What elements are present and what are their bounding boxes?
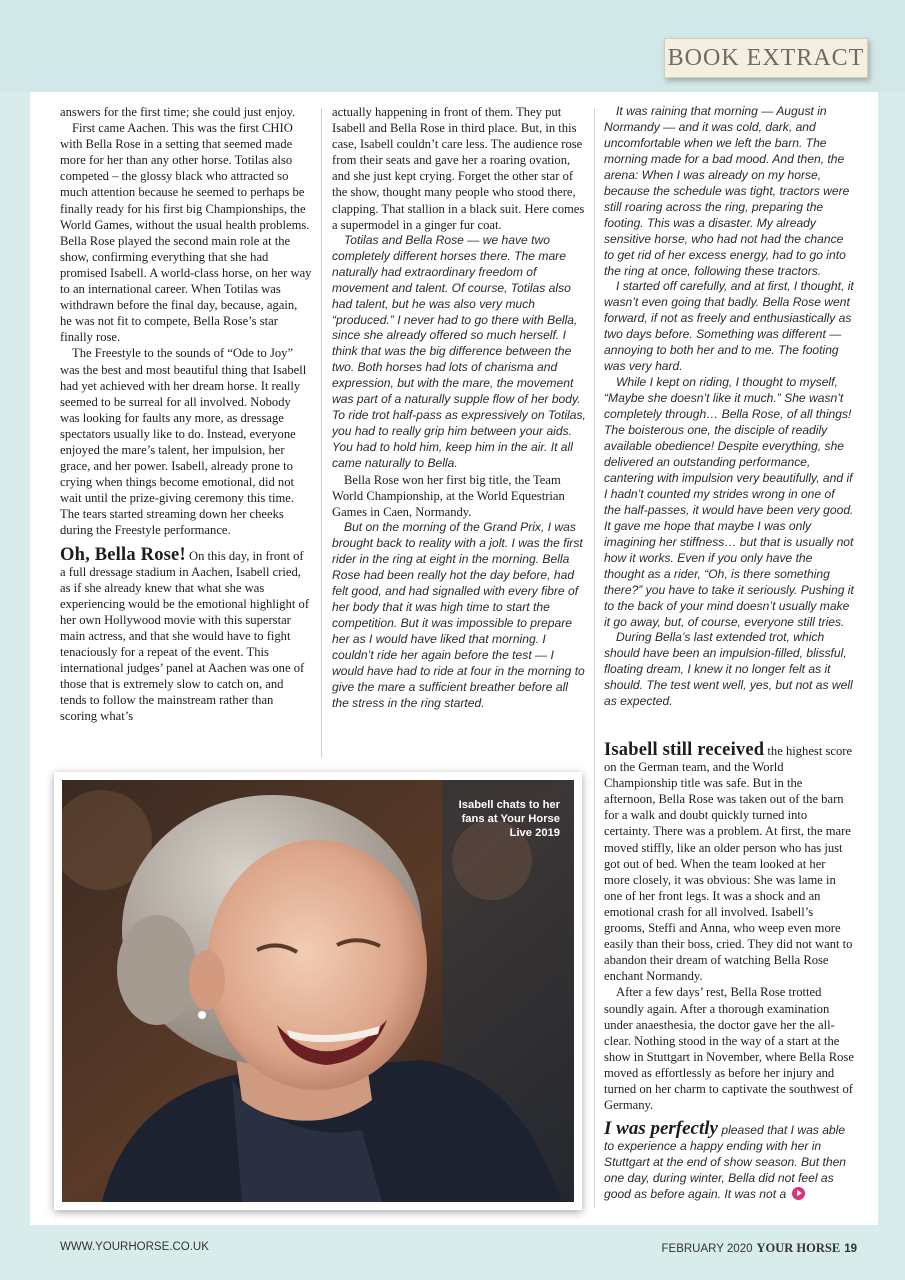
sub-heading: Oh, Bella Rose! bbox=[60, 544, 186, 565]
paragraph: actually happening in front of them. They put Isabell and Bella Rose in third place. But, in this case, Isabell couldn’t care less. The audience rose from their seats and gave her a roaring ovation, and she just kept crying. Forget the other star of the show, thought many people who stood there, clapping. That stallion in a black suit. Here comes a supermodel in a ginger fur coat. bbox=[332, 105, 585, 232]
footer-issue-info bbox=[662, 1241, 857, 1256]
column-divider bbox=[594, 108, 595, 1208]
paragraph bbox=[604, 742, 854, 984]
page-number: 19 bbox=[844, 1243, 857, 1255]
sub-heading: Isabell still received bbox=[604, 740, 765, 760]
quote-paragraph bbox=[604, 1118, 854, 1203]
footer-website: WWW.YOURHORSE.CO.UK bbox=[60, 1241, 209, 1253]
paragraph-text: the highest score on the German team, and the World Championship title was safe. But in the afternoon, Bella Rose was taken out of the barn for a walk and doubt quickly turned into certainty. There was a problem. At first, the mare moved stiffly, like an older person who has just got out of bed. When the team looked at her more closely, it was obvious: She was lame in one of her front legs. It was a shock and an emotional crash for all involved. Isabell’s grooms, Steffi and Anna, who weep even more easily than their boss, cried. They did not want to abandon their dream of watching Bella Rose enchant Normandy. bbox=[604, 744, 853, 984]
photo-frame bbox=[54, 772, 582, 1210]
section-label: BOOK EXTRACT bbox=[664, 38, 868, 78]
article-column-2 bbox=[332, 104, 586, 712]
quote-paragraph: But on the morning of the Grand Prix, I was brought back to reality with a jolt. I was the first rider in the ring at eight in the morning. Bella Rose had been really hot the day before, had felt good, and had signalled with every fibre of her body that it was high time to start the competition. But it was impossible to prepare her as I would have liked that morning. I couldn’t ride her again before the test — I would have had to ride at four in the morning to give the mare a sufficient breather before all the stress in the ring started. bbox=[332, 520, 585, 710]
photo-caption: Isabell chats to her fans at Your Horse Live 2019 bbox=[458, 799, 560, 839]
quote-paragraph: I started off carefully, and at first, I thought, it wasn’t even going that badly. Bella Rose went forward, if not as freely and enthusiastically as two days before. Something was different — annoying to both her and to me. The footing was very hard. bbox=[604, 279, 854, 374]
paragraph-text: pleased that I was able to experience a happy ending with her in Stuttgart at the end of show season. But then one day, during winter, Bella did not feel as good as before again. It was not a bbox=[604, 1123, 847, 1201]
sub-heading: I was perfectly bbox=[604, 1118, 718, 1140]
article-column-3 bbox=[604, 104, 854, 710]
paragraph-text: On this day, in front of a full dressage stadium in Aachen, Isabell cried, as if she already knew that what she was experiencing would be the emotional highlight of her own Hollywood movie with this superstar main actress, and that she would have to fight tenaciously for a repeat of the event. This international judges’ panel at Aachen was one of those that is extremely slow to catch on, and tends to follow the mainstream rather than scoring what’s bbox=[60, 548, 310, 724]
portrait-illustration bbox=[62, 780, 574, 1202]
paragraph: Bella Rose won her first big title, the Team World Championship, at the World Equestrian Games in Caen, Normandy. bbox=[332, 473, 565, 520]
quote-paragraph: It was raining that morning — August in Normandy — and it was cold, dark, and uncomfortable when we left the barn. The morning made for a bad mood. And then, the arena: When I was already on my horse, because the schedule was tight, tractors were still roaring across the ring, preparing the footing. This was a disaster. My already sensitive horse, who had not had the chance to get rid of her excess energy, had to go into the ring at once, following these tractors. bbox=[604, 104, 850, 278]
quote-paragraph: During Bella’s last extended trot, which should have been an impulsion-filled, blissful, floating dream, I knew it no longer felt as it should. The test went well, yes, but not as well as expected. bbox=[604, 630, 853, 709]
article-column-1 bbox=[60, 104, 312, 725]
paragraph: The Freestyle to the sounds of “Ode to Joy” was the best and most beautiful thing that Isabell had yet achieved with her dream horse. It really seemed to be surreal for all involved. Nobody was looking for faults any more, as dressage spectators usually like to do. Instead, everyone enjoyed the mare’s talent, her impulsion, her grace, and her power. Isabell, already prone to crying when things become emotional, did not wait until the prize-giving ceremony this time. The tears started streaming down her cheeks during the Freestyle performance. bbox=[60, 346, 307, 538]
quote-paragraph: Totilas and Bella Rose — we have two completely different horses there. The mare naturally had extraordinary freedom of movement and talent. Of course, Totilas also had talent, but he was also very much “produced.” I never had to go there with Bella, since she already offered so much herself. I think that was the big difference between the two. Both horses had lots of charisma and expression, but with the mare, the movement was part of a naturally supple flow of her body. To ride trot half-pass as expressively on Totilas, you had to really grip him between your aids. You had to hold him, keep him in the air. It all came naturally to Bella. bbox=[332, 232, 586, 471]
article-column-3-continued bbox=[604, 742, 854, 1203]
magazine-name: YOUR HORSE bbox=[756, 1241, 841, 1255]
quote-paragraph: While I kept on riding, I thought to myself, “Maybe she doesn’t like it much.” She wasn’t completely through… Bella Rose, of all things! The boisterous one, the disciple of readily available obedience! Despite everything, she delivered an outstanding performance, cantering with impulsion very beautifully, and if I hadn’t counted my strides wrong in one of the half-passes, it would have been very good. It gave me hope that maybe I was only imagining her stiffness… but that is usually not how it works. Even if you only have the thought as a rider, “Oh, is there something there?” you have to take it seriously. Pushing it to the back of your mind doesn’t usually make it go away, but, of course, everyone still tries. bbox=[604, 375, 854, 629]
paragraph: After a few days’ rest, Bella Rose trotted soundly again. After a thorough examination under anaesthesia, the doctor gave her the all-clear. Nothing stood in the way of a start at the show in Stuttgart in November, where Bella Rose moved as effortlessly as before her injury and turned on her charm to captivate the southwest of Germany. bbox=[604, 985, 854, 1113]
paragraph: answers for the first time; she could just enjoy. bbox=[60, 105, 296, 119]
paragraph: First came Aachen. This was the first CHIO with Bella Rose in a setting that seemed made more for her than any other horse. Totilas also competed – the glossy black who attracted so much attention because he seemed to perhaps be finally ready for his first big Championships, the World Games, without the usual health problems. Bella Rose played the second main role at the show, confirming everything that she had promised Isabell. A world-class horse, on her way to an international career. When Totilas was withdrawn before the final day, because, again, he was not fit to compete, Bella Rose’s star finally rose. bbox=[60, 121, 312, 345]
column-divider bbox=[321, 108, 322, 758]
issue-date: FEBRUARY 2020 bbox=[661, 1243, 753, 1255]
portrait-photo bbox=[62, 780, 574, 1202]
continue-arrow-icon bbox=[792, 1187, 805, 1200]
paragraph bbox=[60, 544, 312, 725]
